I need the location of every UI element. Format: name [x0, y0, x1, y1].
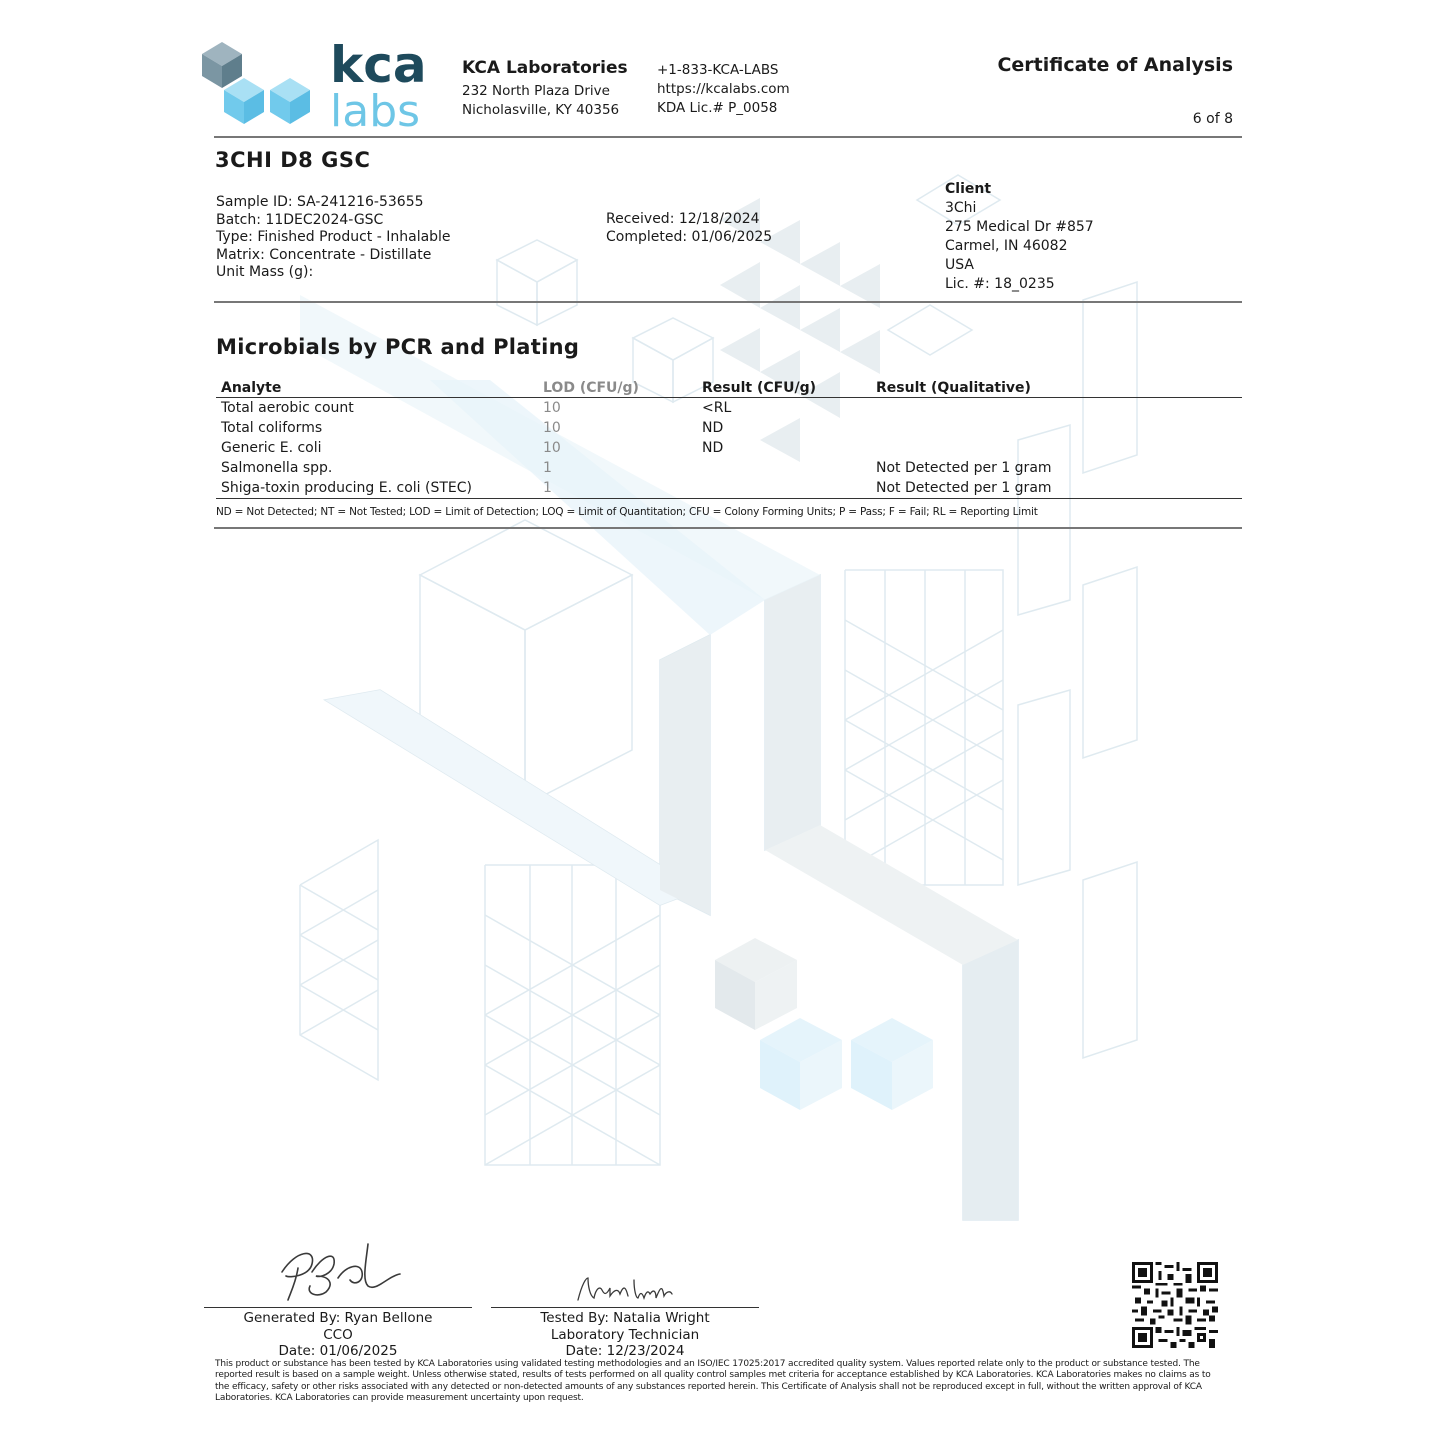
lod-cell: 1: [543, 460, 552, 476]
col-result: Result (CFU/g): [702, 379, 817, 396]
col-qualitative: Result (Qualitative): [876, 379, 1031, 396]
sample-batch: Batch: 11DEC2024-GSC: [216, 211, 384, 228]
result-cell: ND: [702, 420, 724, 436]
sample-id: Sample ID: SA-241216-53655: [216, 194, 424, 210]
analyte-cell: Total coliforms: [221, 420, 323, 436]
result-cell: ND: [702, 440, 724, 456]
client-name: 3Chi: [945, 200, 977, 216]
qualitative-cell: Not Detected per 1 gram: [876, 480, 1052, 496]
logo-text-labs: labs: [330, 86, 421, 132]
info-divider: [214, 301, 1242, 303]
lod-cell: 10: [543, 420, 561, 436]
lab-name: KCA Laboratories: [462, 58, 628, 78]
tested-role: Laboratory Technician: [550, 1326, 700, 1343]
analyte-cell: Total aerobic count: [221, 400, 354, 416]
lab-address-line2: Nicholasville, KY 40356: [462, 102, 620, 118]
generated-date: Date: 01/06/2025: [278, 1343, 398, 1359]
col-lod: LOD (CFU/g): [543, 379, 639, 396]
qr-code-icon[interactable]: [1132, 1262, 1218, 1348]
kca-labs-logo: [198, 40, 438, 132]
received-date: Received: 12/18/2024: [606, 211, 760, 227]
tested-date: Date: 12/23/2024: [565, 1343, 685, 1359]
lod-cell: 10: [543, 400, 561, 416]
lod-cell: 10: [543, 440, 561, 456]
lod-cell: 1: [543, 480, 552, 496]
table-row: [216, 398, 1242, 419]
logo-text-kca: kca: [330, 40, 427, 94]
result-cell: <RL: [702, 400, 732, 416]
signature-line-tested: [491, 1307, 759, 1308]
qualitative-cell: [871, 418, 1242, 438]
section-title: Microbials by PCR and Plating: [216, 335, 580, 359]
microbials-table: [216, 377, 1242, 499]
table-bottom-divider: [214, 527, 1242, 529]
header-divider: [214, 136, 1242, 138]
lab-address: [462, 82, 619, 120]
client-country: USA: [945, 257, 974, 273]
natalia-wright-signature: [574, 1274, 674, 1304]
completed-date: Completed: 01/06/2025: [606, 228, 773, 245]
table-header-row: [216, 377, 1242, 398]
col-analyte: Analyte: [221, 379, 282, 396]
disclaimer-text: This product or substance has been tested by KCA Laboratories using validated testing methodologies and an ISO/IEC 17025:2017 accredited quality system. Values reported relate only to the product or substance tested. The reported result is based on a sample weight. Unless otherwise stated, results of tests performed on all quality control samples met criteria for acceptance established by KCA Laboratories. KCA Laboratories makes no claims as to the efficacy, safety or other risks associated with any detected or non-detected amounts of any substances reported herein. This Certificate of Analysis shall not be reproduced except in full, without the written approval of KCA Laboratories. KCA Laboratories can provide measurement uncertainty upon request.: [215, 1359, 1211, 1403]
client-address: 275 Medical Dr #857: [945, 219, 1094, 235]
table-row: [216, 418, 1242, 438]
lab-contact: [657, 61, 790, 118]
sample-info: [216, 194, 451, 282]
signature-line-generated: [204, 1307, 472, 1308]
logo-cubes-icon: [202, 42, 310, 124]
signature-tested: [491, 1310, 759, 1360]
sample-unit-mass: Unit Mass (g):: [216, 264, 314, 281]
page-number: 6 of 8: [1192, 111, 1233, 127]
lab-website-link[interactable]: https://kcalabs.com: [657, 81, 790, 97]
generated-role: CCO: [323, 1326, 353, 1343]
document-title: Certificate of Analysis: [997, 54, 1233, 76]
qualitative-cell: Not Detected per 1 gram: [876, 460, 1052, 476]
lab-license: KDA Lic.# P_0058: [657, 100, 778, 116]
qualitative-cell: [871, 438, 1242, 458]
table-row: [216, 438, 1242, 458]
client-info: [945, 180, 1094, 294]
table-row: [216, 478, 1242, 499]
table-row: [216, 458, 1242, 478]
result-cell: [697, 458, 871, 478]
analyte-cell: Salmonella spp.: [221, 460, 333, 476]
ryan-bellone-signature: [276, 1242, 402, 1304]
product-name: 3CHI D8 GSC: [215, 148, 371, 172]
sample-type: Type: Finished Product - Inhalable: [216, 229, 451, 246]
result-cell: [697, 478, 871, 499]
analyte-cell: Generic E. coli: [221, 440, 322, 456]
generated-by: Generated By: Ryan Bellone: [243, 1310, 433, 1326]
analyte-cell: Shiga-toxin producing E. coli (STEC): [221, 480, 472, 496]
client-city: Carmel, IN 46082: [945, 238, 1068, 254]
lab-phone: +1-833-KCA-LABS: [657, 62, 779, 78]
sample-dates: [606, 211, 772, 246]
client-license: Lic. #: 18_0235: [945, 276, 1055, 292]
tested-by: Tested By: Natalia Wright: [540, 1310, 710, 1326]
qualitative-cell: [871, 398, 1242, 419]
abbreviations-legend: ND = Not Detected; NT = Not Tested; LOD = Limit of Detection; LOQ = Limit of Quantitation; CFU = Colony Forming Units; P = Pass; F = Fail; RL = Reporting Limit: [216, 506, 1038, 518]
sample-matrix: Matrix: Concentrate - Distillate: [216, 246, 432, 263]
client-heading: Client: [945, 181, 992, 197]
lab-address-line1: 232 North Plaza Drive: [462, 83, 610, 99]
signature-generated: [204, 1310, 472, 1360]
